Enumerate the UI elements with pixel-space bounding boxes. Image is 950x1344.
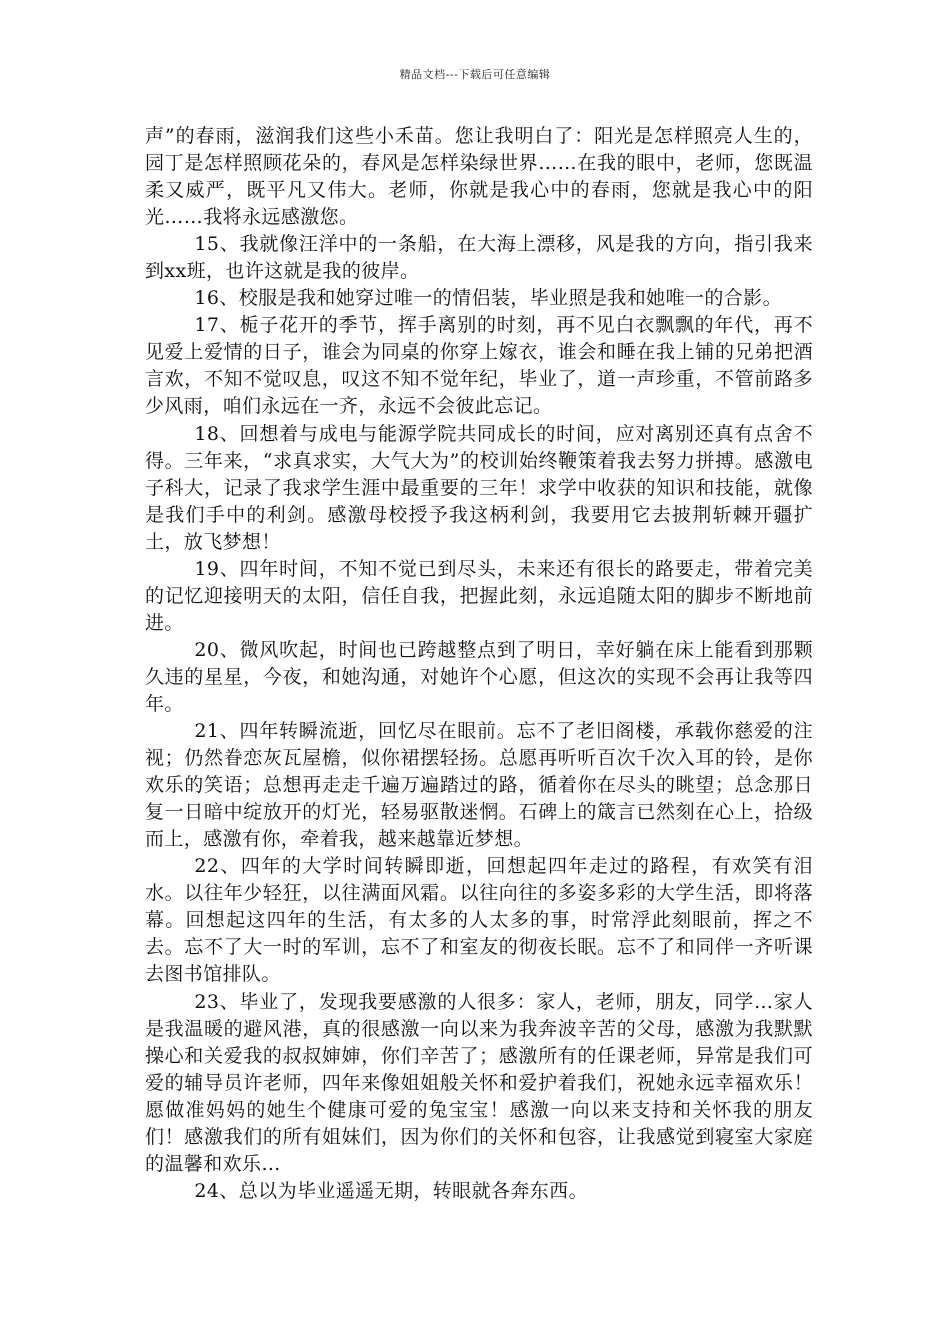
paragraph-24: 24、总以为毕业遥遥无期，转眼就各奔东西。 [194, 1179, 588, 1202]
paragraph-22: 22、四年的大学时间转瞬即逝，回想起四年走过的路程，有欢笑有泪水。以往年少轻狂，以往满面风霜。以往向往的多姿多彩的大学生活，即将落幕。回想起这四年的生活，有太多的人太多的事，时常浮此刻眼前，挥之不去。忘不了大一时的军训，忘不了和室友的彻夜长眠。忘不了和同伴一齐听课去图书馆排队。 [145, 855, 813, 986]
paragraph-21: 21、四年转瞬流逝，回忆尽在眼前。忘不了老旧阁楼，承载你慈爱的注视；仍然眷恋灰瓦屋檐，似你裙摆轻扬。总愿再听听百次千次入耳的铃，是你欢乐的笑语；总想再走走千遍万遍踏过的路，循着你在尽头的眺望；总念那日复一日暗中绽放开的灯光，轻易驱散迷惘。石碑上的箴言已然刻在心上，拾级而上，感激有你，牵着我，越来越靠近梦想。 [145, 720, 813, 851]
paragraph-15: 15、我就像汪洋中的一条船，在大海上漂移，风是我的方向，指引我来到xx班，也许这就是我的彼岸。 [145, 233, 813, 283]
paragraph-continuation: 声”的春雨，滋润我们这些小禾苗。您让我明白了：阳光是怎样照亮人生的，园丁是怎样照顾花朵的，春风是怎样染绿世界……在我的眼中，老师，您既温柔又威严，既平凡又伟大。老师，你就是我心中的春雨，您就是我心中的阳光……我将永远感激您。 [145, 125, 813, 229]
paragraph-19: 19、四年时间，不知不觉已到尽头，未来还有很长的路要走，带着完美的记忆迎接明天的太阳，信任自我，把握此刻，永远追随太阳的脚步不断地前进。 [145, 557, 813, 634]
paragraph-16: 16、校服是我和她穿过唯一的情侣装，毕业照是我和她唯一的合影。 [194, 287, 782, 310]
paragraph-20: 20、微风吹起，时间也已跨越整点到了明日，幸好躺在床上能看到那颗久违的星星，今夜，和她沟通，对她许个心愿，但这次的实现不会再让我等四年。 [145, 638, 813, 715]
page-header: 精品文档---下载后可任意编辑 [399, 68, 551, 81]
paragraph-23: 23、毕业了，发现我要感激的人很多：家人，老师，朋友，同学…家人是我温暖的避风港，真的很感激一向以来为我奔波辛苦的父母，感激为我默默操心和关爱我的叔叔婶婶，你们辛苦了；感激所有的任课老师，异常是我们可爱的辅导员许老师，四年来像姐姐般关怀和爱护着我们，祝她永远幸福欢乐！愿做准妈妈的她生个健康可爱的兔宝宝！感激一向以来支持和关怀我的朋友们！感激我们的所有姐妹们，因为你们的关怀和包容，让我感觉到寝室大家庭的温馨和欢乐… [145, 990, 813, 1175]
paragraph-18: 18、回想着与成电与能源学院共同成长的时间，应对离别还真有点舍不得。三年来，“求真求实，大气大为”的校训始终鞭策着我去努力拼搏。感激电子科大，记录了我求学生涯中最重要的三年！求学中收获的知识和技能，就像是我们手中的利剑。感激母校授予我这柄利剑，我要用它去披荆斩棘开疆扩土，放飞梦想！ [145, 422, 813, 553]
paragraph-17: 17、栀子花开的季节，挥手离别的时刻，再不见白衣飘飘的年代，再不见爱上爱情的日子，谁会为同桌的你穿上嫁衣，谁会和睡在我上铺的兄弟把酒言欢，不知不觉叹息，叹这不知不觉年纪，毕业了，道一声珍重，不管前路多少风雨，咱们永远在一齐，永远不会彼此忘记。 [145, 314, 813, 418]
document-body [145, 123, 813, 1205]
